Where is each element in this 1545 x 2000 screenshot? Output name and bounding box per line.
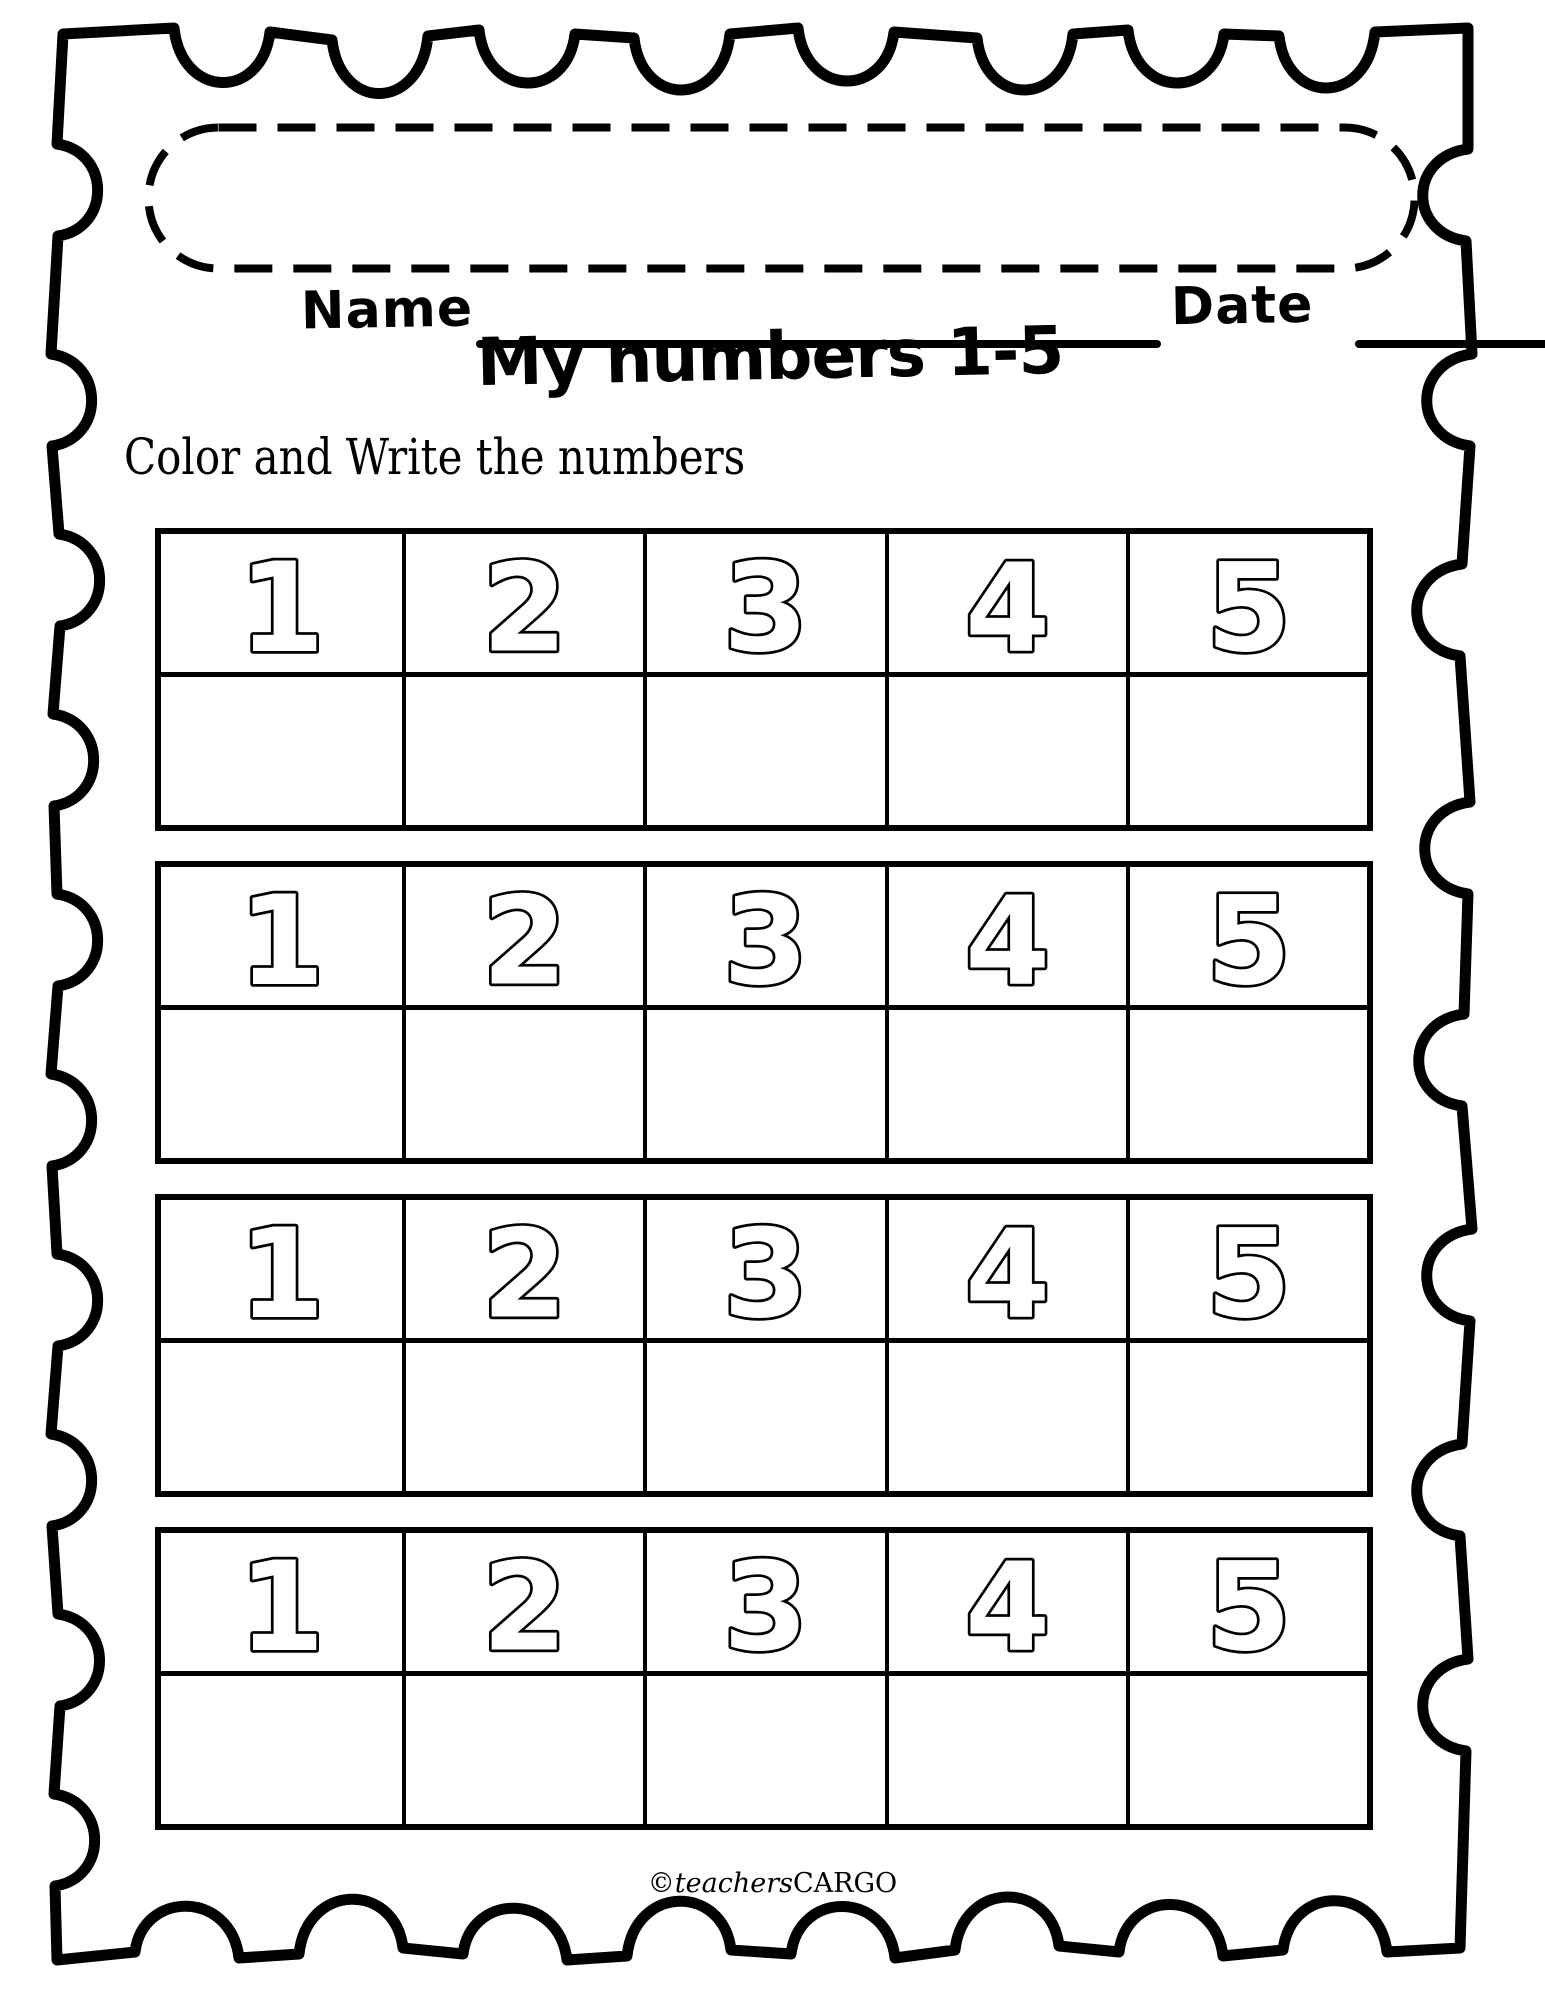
write-cell [161,1338,402,1491]
write-cell [885,1671,1126,1824]
trace-number-cell [1126,1200,1367,1338]
write-cell [885,1338,1126,1491]
write-cell [161,1671,402,1824]
trace-number: 2 [482,869,568,1005]
footer-credit-brand: CARGO [792,1868,898,1899]
name-date-box [143,122,1420,342]
number-table [155,1194,1373,1497]
write-cell [1126,1671,1367,1824]
write-cell [402,1671,643,1824]
trace-number-cell [885,867,1126,1005]
trace-number: 4 [964,869,1050,1005]
name-label: Name [300,278,474,342]
trace-number-row [161,1533,1367,1671]
trace-number-cell [161,867,402,1005]
trace-number-cell [161,1533,402,1671]
trace-number-cell [402,867,643,1005]
write-cell [1126,1005,1367,1158]
trace-number: 2 [482,1535,568,1671]
trace-number: 3 [723,1202,809,1338]
trace-number: 3 [723,1535,809,1671]
write-cell [643,1338,884,1491]
write-cell [161,672,402,825]
trace-number-cell [885,1200,1126,1338]
trace-number: 4 [964,1535,1050,1671]
write-row [161,1671,1367,1824]
dashed-border [143,122,1420,274]
trace-number-cell [1126,867,1367,1005]
trace-number-cell [885,534,1126,672]
trace-number: 5 [1205,1535,1292,1671]
trace-number-cell [643,867,884,1005]
write-cell [1126,1338,1367,1491]
trace-number: 1 [238,870,325,1005]
page-title: My numbers 1-5 [476,311,1064,402]
trace-number: 3 [723,536,809,672]
trace-number-cell [402,1200,643,1338]
write-cell [885,1005,1126,1158]
footer-credit-author: ©teachers [647,1868,793,1899]
trace-number-cell [643,534,884,672]
write-cell [885,672,1126,825]
trace-number-row [161,867,1367,1005]
write-row [161,1005,1367,1158]
write-row [161,672,1367,825]
write-cell [643,1671,884,1824]
trace-number-cell [402,534,643,672]
trace-number-row [161,1200,1367,1338]
trace-number: 1 [238,1203,325,1338]
instruction-text: Color and Write the numbers [124,428,746,486]
write-cell [643,672,884,825]
write-cell [161,1005,402,1158]
trace-number-cell [161,1200,402,1338]
trace-number: 3 [723,869,809,1005]
write-cell [1126,672,1367,825]
number-table [155,528,1373,831]
write-cell [643,1005,884,1158]
trace-number: 1 [238,1536,325,1671]
trace-number: 5 [1205,869,1292,1005]
number-table [155,1527,1373,1830]
trace-number-cell [643,1200,884,1338]
write-cell [402,1005,643,1158]
trace-number-cell [1126,534,1367,672]
number-table [155,861,1373,1164]
trace-number: 4 [964,536,1050,672]
trace-number: 2 [482,536,568,672]
footer-credit [0,1868,1545,1899]
trace-number: 5 [1205,1202,1292,1338]
trace-number-cell [643,1533,884,1671]
trace-number-cell [161,534,402,672]
trace-number: 4 [964,1202,1050,1338]
trace-number-cell [1126,1533,1367,1671]
trace-number-cell [402,1533,643,1671]
write-cell [402,672,643,825]
trace-number-cell [885,1533,1126,1671]
trace-number-row [161,534,1367,672]
date-label: Date [1170,274,1314,338]
trace-number: 2 [482,1202,568,1338]
trace-number: 5 [1205,536,1292,672]
write-cell [402,1338,643,1491]
write-row [161,1338,1367,1491]
trace-number: 1 [238,537,325,672]
